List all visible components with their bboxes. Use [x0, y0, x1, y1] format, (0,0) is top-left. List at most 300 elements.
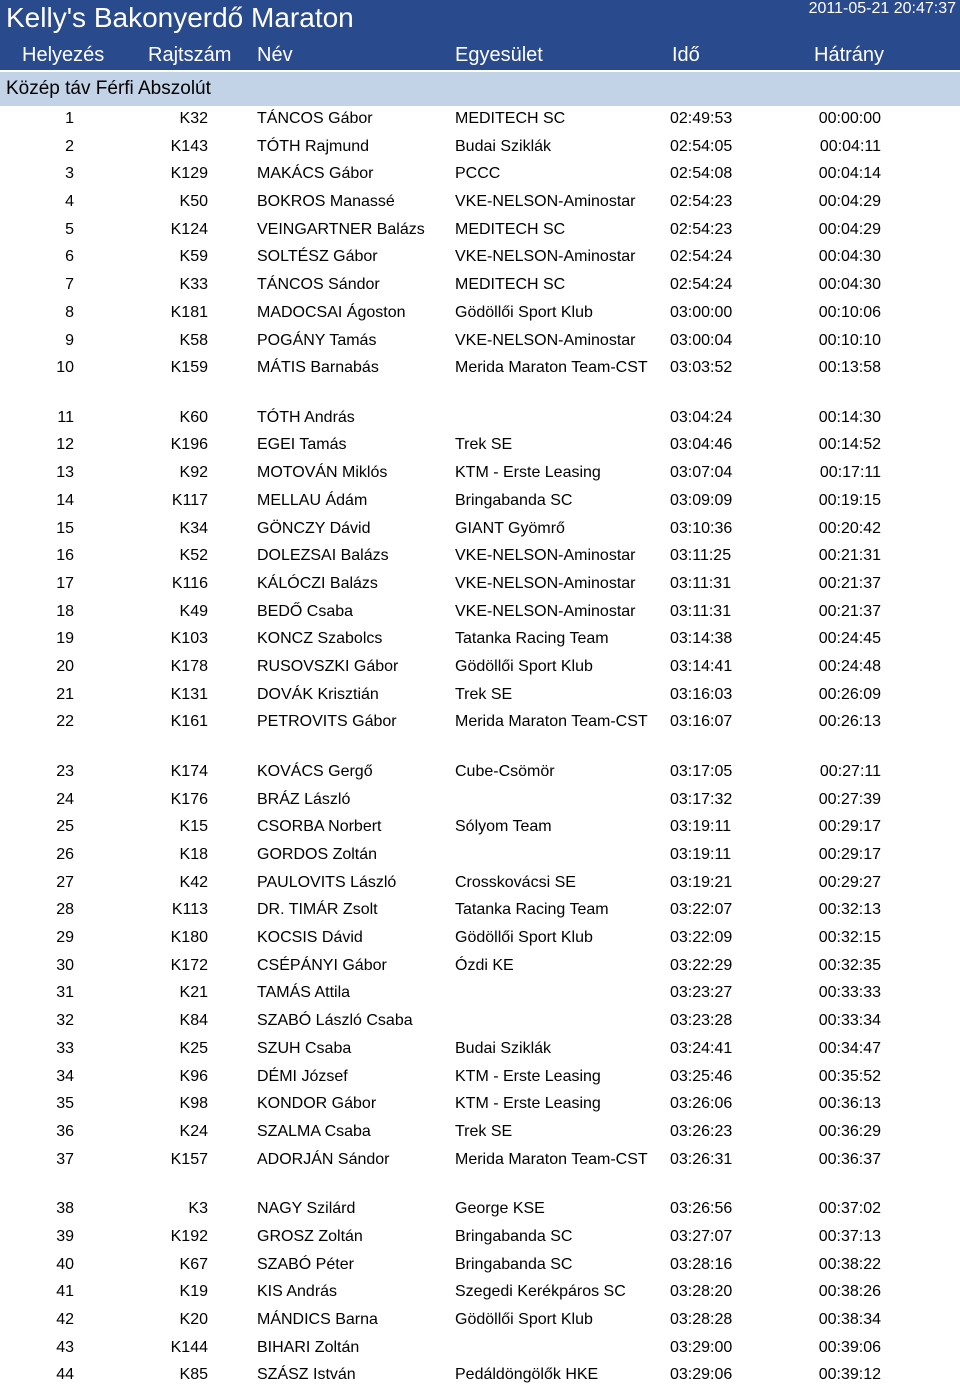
bib-cell: K84 — [179, 1012, 208, 1030]
name-cell: TÓTH András — [257, 408, 355, 426]
bib-cell: K24 — [179, 1122, 208, 1140]
club-cell: Pedáldöngölők HKE — [455, 1366, 599, 1384]
bib-cell: K174 — [170, 762, 208, 780]
bib-cell: K18 — [179, 846, 208, 863]
time-cell: 02:54:23 — [670, 193, 733, 211]
table-row — [0, 543, 960, 571]
bib-cell: K143 — [170, 137, 208, 155]
gap-cell: 00:29:27 — [818, 873, 881, 891]
time-cell: 03:23:28 — [670, 1012, 733, 1030]
time-cell: 03:09:09 — [670, 491, 733, 509]
time-cell: 03:19:11 — [670, 818, 732, 836]
name-cell: TÓTH Rajmund — [257, 137, 370, 155]
table-row — [0, 1119, 960, 1147]
name-cell: MAKÁCS Gábor — [257, 165, 374, 183]
table-row — [0, 709, 960, 759]
table-row — [0, 1279, 960, 1307]
bib-cell: K116 — [171, 574, 208, 592]
title-bar — [0, 0, 960, 40]
time-cell: 02:54:24 — [670, 276, 733, 294]
time-cell: 03:16:03 — [670, 685, 733, 703]
bib-cell: K176 — [170, 790, 208, 808]
table-row — [0, 244, 960, 272]
rank-cell: 20 — [56, 657, 74, 675]
name-cell: RUSOVSZKI Gábor — [257, 657, 399, 675]
time-cell: 03:17:32 — [670, 790, 733, 808]
gap-cell: 00:21:37 — [818, 602, 881, 620]
table-row — [0, 842, 960, 870]
table-row — [0, 1008, 960, 1036]
table-row — [0, 106, 960, 134]
rank-cell: 5 — [65, 220, 74, 238]
bib-cell: K113 — [171, 901, 208, 919]
bib-cell: K129 — [170, 165, 208, 183]
bib-cell: K92 — [179, 464, 208, 482]
club-cell: Gödöllői Sport Klub — [455, 303, 593, 321]
rank-cell: 26 — [56, 846, 74, 863]
rank-cell: 41 — [56, 1283, 74, 1301]
name-cell: SOLTÉSZ Gábor — [257, 248, 378, 266]
rank-cell: 28 — [56, 901, 74, 919]
name-cell: NAGY Szilárd — [257, 1200, 356, 1218]
gap-cell: 00:10:10 — [818, 331, 881, 349]
club-cell: Gödöllői Sport Klub — [455, 657, 593, 675]
bib-cell: K157 — [170, 1150, 208, 1168]
bib-cell: K60 — [179, 408, 208, 426]
table-row — [0, 599, 960, 627]
table-row — [0, 189, 960, 217]
table-row — [0, 460, 960, 488]
bib-cell: K192 — [170, 1227, 208, 1245]
name-cell: BIHARI Zoltán — [257, 1338, 360, 1356]
name-cell: MÁNDICS Barna — [257, 1310, 378, 1328]
bib-cell: K161 — [170, 713, 208, 731]
rank-cell: 15 — [56, 519, 74, 537]
time-cell: 03:11:31 — [670, 602, 732, 620]
club-cell: Ózdi KE — [455, 956, 514, 974]
rank-cell: 35 — [56, 1095, 74, 1113]
time-cell: 02:49:53 — [670, 110, 733, 127]
name-cell: CSÉPÁNYI Gábor — [257, 956, 387, 974]
club-cell: KTM - Erste Leasing — [455, 464, 601, 482]
club-cell: Trek SE — [455, 1122, 513, 1140]
club-cell: VKE-NELSON-Aminostar — [455, 331, 636, 349]
time-cell: 03:22:29 — [670, 956, 733, 974]
table-row — [0, 1147, 960, 1197]
gap-cell: 00:33:34 — [818, 1012, 881, 1030]
bib-cell: K52 — [179, 547, 208, 565]
bib-cell: K181 — [170, 303, 208, 321]
time-cell: 03:00:04 — [670, 331, 733, 349]
bib-cell: K19 — [179, 1283, 208, 1301]
column-header-time: Idő — [672, 44, 700, 66]
club-cell: Bringabanda SC — [455, 1227, 573, 1245]
time-cell: 03:28:20 — [670, 1283, 733, 1301]
club-cell: Gödöllői Sport Klub — [455, 929, 593, 947]
bib-cell: K15 — [179, 818, 208, 836]
club-cell: Budai Sziklák — [455, 137, 552, 155]
club-cell: Szegedi Kerékpáros SC — [455, 1283, 626, 1301]
time-cell: 03:22:07 — [670, 901, 733, 919]
time-cell: 03:29:06 — [670, 1366, 733, 1384]
club-cell: Sólyom Team — [455, 818, 552, 836]
time-cell: 03:00:00 — [670, 303, 733, 321]
gap-cell: 00:32:35 — [818, 956, 881, 974]
rank-cell: 1 — [65, 110, 74, 127]
bib-cell: K3 — [188, 1200, 208, 1218]
club-cell: KTM - Erste Leasing — [455, 1095, 601, 1113]
table-row — [0, 217, 960, 245]
table-row — [0, 272, 960, 300]
table-row — [0, 405, 960, 433]
gap-cell: 00:39:12 — [818, 1366, 881, 1384]
gap-cell: 00:33:33 — [818, 984, 881, 1002]
rank-cell: 17 — [56, 574, 74, 592]
rank-cell: 3 — [65, 165, 74, 183]
rank-cell: 33 — [56, 1039, 74, 1057]
bib-cell: K59 — [179, 248, 208, 266]
name-cell: GORDOS Zoltán — [257, 846, 378, 863]
rank-cell: 40 — [56, 1255, 74, 1273]
time-cell: 03:14:41 — [670, 657, 733, 675]
name-cell: SZABÓ Péter — [257, 1255, 354, 1273]
gap-cell: 00:04:29 — [818, 220, 881, 238]
rank-cell: 14 — [56, 491, 74, 509]
rank-cell: 27 — [56, 873, 74, 891]
time-cell: 03:07:04 — [670, 464, 733, 482]
name-cell: PETROVITS Gábor — [257, 713, 397, 731]
rank-cell: 30 — [56, 956, 74, 974]
table-row — [0, 1091, 960, 1119]
club-cell: Merida Maraton Team-CST — [455, 713, 648, 731]
club-cell: Bringabanda SC — [455, 1255, 573, 1273]
name-cell: GÖNCZY Dávid — [257, 519, 371, 537]
time-cell: 03:17:05 — [670, 762, 733, 780]
rank-cell: 38 — [56, 1200, 74, 1218]
gap-cell: 00:21:37 — [818, 574, 881, 592]
table-row — [0, 300, 960, 328]
name-cell: EGEI Tamás — [257, 436, 347, 454]
bib-cell: K172 — [170, 956, 208, 974]
bib-cell: K180 — [170, 929, 208, 947]
club-cell: PCCC — [455, 165, 501, 183]
results-table — [0, 106, 960, 1390]
rank-cell: 19 — [56, 630, 74, 648]
table-row — [0, 870, 960, 898]
club-cell: Bringabanda SC — [455, 491, 573, 509]
time-cell: 03:11:25 — [670, 547, 732, 565]
gap-cell: 00:27:11 — [819, 762, 881, 780]
gap-cell: 00:20:42 — [818, 519, 881, 537]
rank-cell: 23 — [56, 762, 74, 780]
rank-cell: 13 — [56, 464, 74, 482]
bib-cell: K33 — [179, 276, 208, 294]
club-cell: VKE-NELSON-Aminostar — [455, 602, 636, 620]
time-cell: 02:54:05 — [670, 137, 733, 155]
gap-cell: 00:00:00 — [818, 110, 881, 127]
gap-cell: 00:14:30 — [818, 408, 881, 426]
time-cell: 03:28:16 — [670, 1255, 733, 1273]
rank-cell: 6 — [65, 248, 74, 266]
gap-cell: 00:26:13 — [818, 713, 881, 731]
rank-cell: 7 — [65, 276, 74, 294]
table-row — [0, 161, 960, 189]
rank-cell: 24 — [56, 790, 74, 808]
club-cell: KTM - Erste Leasing — [455, 1067, 601, 1085]
name-cell: KOVÁCS Gergő — [257, 762, 373, 780]
name-cell: SZÁSZ István — [257, 1366, 356, 1384]
name-cell: KÁLÓCZI Balázs — [257, 574, 378, 592]
club-cell: MEDITECH SC — [455, 110, 566, 127]
time-cell: 03:03:52 — [670, 359, 733, 377]
page-title: Kelly's Bakonyerdő Maraton — [6, 2, 354, 33]
table-row — [0, 682, 960, 710]
gap-cell: 00:37:02 — [818, 1200, 881, 1218]
time-cell: 03:04:24 — [670, 408, 733, 426]
column-header-gap: Hátrány — [814, 44, 885, 66]
gap-cell: 00:04:30 — [818, 276, 881, 294]
name-cell: KOCSIS Dávid — [257, 929, 363, 947]
table-row — [0, 432, 960, 460]
club-cell: Tatanka Racing Team — [455, 901, 609, 919]
gap-cell: 00:04:29 — [818, 193, 881, 211]
rank-cell: 29 — [56, 929, 74, 947]
bib-cell: K21 — [179, 984, 208, 1002]
time-cell: 03:26:31 — [670, 1150, 733, 1168]
column-header-bib: Rajtszám — [148, 44, 232, 66]
gap-cell: 00:19:15 — [818, 491, 881, 509]
gap-cell: 00:29:17 — [818, 846, 881, 863]
table-row — [0, 814, 960, 842]
table-row — [0, 1036, 960, 1064]
club-cell: Gödöllői Sport Klub — [455, 1310, 593, 1328]
gap-cell: 00:21:31 — [818, 547, 881, 565]
club-cell: MEDITECH SC — [455, 220, 566, 238]
bib-cell: K159 — [170, 359, 208, 377]
bib-cell: K58 — [179, 331, 208, 349]
name-cell: KONCZ Szabolcs — [257, 630, 383, 648]
name-cell: BRÁZ László — [257, 790, 351, 808]
club-cell: GIANT Gyömrő — [455, 519, 565, 537]
bib-cell: K20 — [179, 1310, 208, 1328]
category-header — [0, 72, 960, 106]
gap-cell: 00:38:26 — [818, 1283, 881, 1301]
time-cell: 02:54:08 — [670, 165, 733, 183]
time-cell: 03:14:38 — [670, 630, 733, 648]
gap-cell: 00:13:58 — [818, 359, 881, 377]
name-cell: ADORJÁN Sándor — [257, 1150, 390, 1168]
club-cell: VKE-NELSON-Aminostar — [455, 193, 636, 211]
name-cell: DOLEZSAI Balázs — [257, 547, 389, 565]
gap-cell: 00:04:14 — [818, 165, 881, 183]
name-cell: PAULOVITS László — [257, 873, 397, 891]
name-cell: MOTOVÁN Miklós — [257, 464, 388, 482]
table-row — [0, 953, 960, 981]
club-cell: Merida Maraton Team-CST — [455, 359, 648, 377]
rank-cell: 16 — [56, 547, 74, 565]
time-cell: 03:19:11 — [670, 846, 732, 863]
time-cell: 03:24:41 — [670, 1039, 733, 1057]
table-row — [0, 925, 960, 953]
rank-cell: 32 — [56, 1012, 74, 1030]
name-cell: BEDŐ Csaba — [257, 602, 354, 620]
rank-cell: 2 — [65, 137, 74, 155]
table-row — [0, 787, 960, 815]
time-cell: 02:54:24 — [670, 248, 733, 266]
name-cell: DÉMI József — [257, 1067, 348, 1085]
category-label: Közép táv Férfi Abszolút — [6, 78, 211, 99]
name-cell: SZABÓ László Csaba — [257, 1012, 413, 1030]
name-cell: TAMÁS Attila — [257, 984, 351, 1002]
club-cell: Cube-Csömör — [455, 762, 555, 780]
gap-cell: 00:27:39 — [818, 790, 881, 808]
name-cell: DOVÁK Krisztián — [257, 685, 379, 703]
column-header-club: Egyesület — [455, 44, 543, 66]
rank-cell: 44 — [56, 1366, 74, 1384]
bib-cell: K42 — [179, 873, 208, 891]
club-cell: Trek SE — [455, 685, 513, 703]
club-cell: Budai Sziklák — [455, 1039, 552, 1057]
table-row — [0, 516, 960, 544]
bib-cell: K34 — [179, 519, 208, 537]
name-cell: KONDOR Gábor — [257, 1095, 377, 1113]
gap-cell: 00:36:29 — [818, 1122, 881, 1140]
gap-cell: 00:39:06 — [818, 1338, 881, 1356]
rank-cell: 4 — [65, 193, 74, 211]
gap-cell: 00:04:30 — [818, 248, 881, 266]
bib-cell: K50 — [179, 193, 208, 211]
table-row — [0, 1224, 960, 1252]
column-header-rank: Helyezés — [22, 44, 105, 66]
bib-cell: K131 — [170, 685, 208, 703]
bib-cell: K196 — [170, 436, 208, 454]
name-cell: GROSZ Zoltán — [257, 1227, 363, 1245]
gap-cell: 00:36:13 — [818, 1095, 881, 1113]
gap-cell: 00:35:52 — [818, 1067, 881, 1085]
name-cell: KIS András — [257, 1283, 338, 1301]
rank-cell: 22 — [56, 713, 74, 731]
bib-cell: K32 — [179, 110, 208, 127]
gap-cell: 00:38:34 — [818, 1310, 881, 1328]
table-row — [0, 355, 960, 405]
club-cell: VKE-NELSON-Aminostar — [455, 574, 636, 592]
rank-cell: 36 — [56, 1122, 74, 1140]
table-header — [0, 40, 960, 70]
timestamp: 2011-05-21 20:47:37 — [808, 0, 956, 17]
time-cell: 03:25:46 — [670, 1067, 733, 1085]
gap-cell: 00:26:09 — [818, 685, 881, 703]
time-cell: 03:11:31 — [670, 574, 732, 592]
time-cell: 02:54:23 — [670, 220, 733, 238]
name-cell: TÁNCOS Gábor — [257, 110, 373, 127]
gap-cell: 00:37:13 — [818, 1227, 881, 1245]
table-row — [0, 488, 960, 516]
table-row — [0, 1335, 960, 1363]
table-row — [0, 626, 960, 654]
time-cell: 03:27:07 — [670, 1227, 733, 1245]
table-row — [0, 1064, 960, 1092]
bib-cell: K25 — [179, 1039, 208, 1057]
table-row — [0, 759, 960, 787]
name-cell: MELLAU Ádám — [257, 491, 368, 509]
time-cell: 03:04:46 — [670, 436, 733, 454]
bib-cell: K144 — [170, 1338, 208, 1356]
rank-cell: 39 — [56, 1227, 74, 1245]
table-row — [0, 1196, 960, 1224]
club-cell: George KSE — [455, 1200, 545, 1218]
name-cell: CSORBA Norbert — [257, 818, 382, 836]
rank-cell: 25 — [56, 818, 74, 836]
rank-cell: 34 — [56, 1067, 74, 1085]
gap-cell: 00:34:47 — [818, 1039, 881, 1057]
club-cell: Tatanka Racing Team — [455, 630, 609, 648]
club-cell: Trek SE — [455, 436, 513, 454]
column-header-name: Név — [257, 44, 293, 66]
time-cell: 03:28:28 — [670, 1310, 733, 1328]
rank-cell: 21 — [56, 685, 74, 703]
gap-cell: 00:32:13 — [818, 901, 881, 919]
name-cell: BOKROS Manassé — [257, 193, 395, 211]
table-row — [0, 1307, 960, 1335]
name-cell: DR. TIMÁR Zsolt — [257, 901, 378, 919]
table-row — [0, 980, 960, 1008]
rank-cell: 42 — [56, 1310, 74, 1328]
rank-cell: 11 — [57, 408, 74, 426]
time-cell: 03:19:21 — [670, 873, 733, 891]
name-cell: TÁNCOS Sándor — [257, 276, 380, 294]
gap-cell: 00:32:15 — [818, 929, 881, 947]
rank-cell: 37 — [56, 1150, 74, 1168]
bib-cell: K103 — [170, 630, 208, 648]
bib-cell: K96 — [179, 1067, 208, 1085]
gap-cell: 00:14:52 — [818, 436, 881, 454]
gap-cell: 00:38:22 — [818, 1255, 881, 1273]
gap-cell: 00:29:17 — [818, 818, 881, 836]
table-row — [0, 1252, 960, 1280]
time-cell: 03:26:06 — [670, 1095, 733, 1113]
gap-cell: 00:17:11 — [819, 464, 881, 482]
time-cell: 03:10:36 — [670, 519, 733, 537]
rank-cell: 31 — [56, 984, 74, 1002]
bib-cell: K49 — [179, 602, 208, 620]
club-cell: VKE-NELSON-Aminostar — [455, 248, 636, 266]
bib-cell: K85 — [179, 1366, 208, 1384]
table-row — [0, 328, 960, 356]
time-cell: 03:22:09 — [670, 929, 733, 947]
table-row — [0, 134, 960, 162]
rank-cell: 18 — [56, 602, 74, 620]
table-row — [0, 654, 960, 682]
club-cell: MEDITECH SC — [455, 276, 566, 294]
rank-cell: 12 — [56, 436, 74, 454]
table-row — [0, 1362, 960, 1390]
gap-cell: 00:24:48 — [818, 657, 881, 675]
gap-cell: 00:10:06 — [818, 303, 881, 321]
bib-cell: K124 — [170, 220, 208, 238]
gap-cell: 00:24:45 — [818, 630, 881, 648]
gap-cell: 00:04:11 — [819, 137, 881, 155]
time-cell: 03:29:00 — [670, 1338, 733, 1356]
name-cell: SZALMA Csaba — [257, 1122, 371, 1140]
rank-cell: 43 — [56, 1338, 74, 1356]
table-row — [0, 571, 960, 599]
time-cell: 03:23:27 — [670, 984, 733, 1002]
bib-cell: K178 — [170, 657, 208, 675]
table-row — [0, 897, 960, 925]
time-cell: 03:16:07 — [670, 713, 733, 731]
time-cell: 03:26:56 — [670, 1200, 733, 1218]
bib-cell: K117 — [171, 491, 208, 509]
